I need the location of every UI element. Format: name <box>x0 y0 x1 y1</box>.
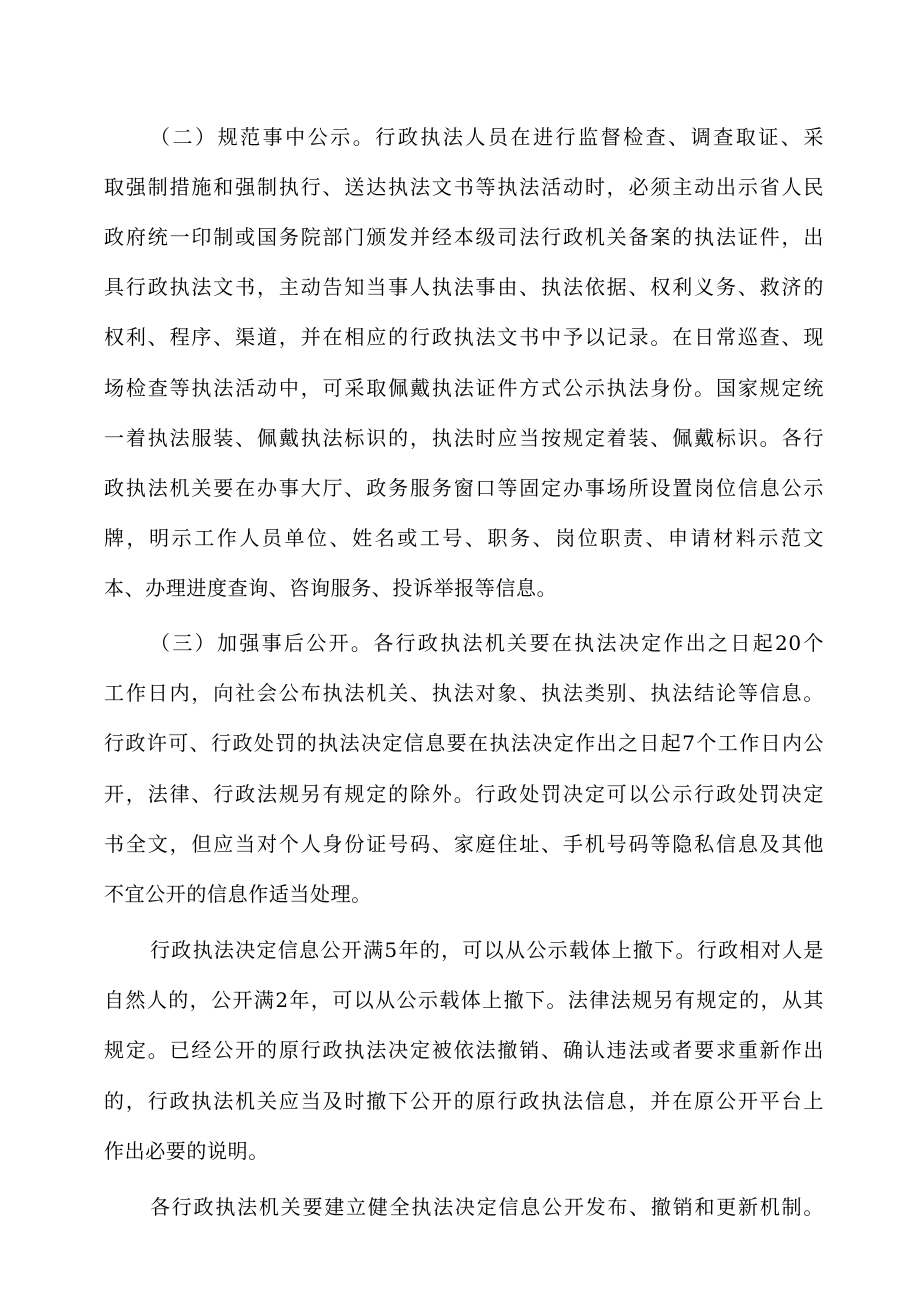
text-line: 行政许可、行政处罚的执法决定信息要在执法决定作出之日起7个工作日内公 <box>104 731 824 755</box>
text-line: 场检查等执法活动中，可采取佩戴执法证件方式公示执法身份。国家规定统 <box>104 376 824 400</box>
text-line: 规定。已经公开的原行政执法决定被依法撤销、确认违法或者要求重新作出 <box>104 1038 824 1062</box>
text-line: 本、办理进度查询、咨询服务、投诉举报等信息。 <box>104 576 558 600</box>
text-line: 书全文，但应当对个人身份证号码、家庭住址、手机号码等隐私信息及其他 <box>104 832 824 856</box>
text-line: 政执法机关要在办事大厅、政务服务窗口等固定办事场所设置岗位信息公示 <box>104 476 824 500</box>
text-line: 权利、程序、渠道，并在相应的行政执法文书中予以记录。在日常巡查、现 <box>104 325 824 349</box>
text-line: 开，法律、行政法规另有规定的除外。行政处罚决定可以公示行政处罚决定 <box>104 782 824 806</box>
text-line: 工作日内，向社会公布执法机关、执法对象、执法类别、执法结论等信息。 <box>104 681 824 705</box>
text-line: 自然人的，公开满2年，可以从公示载体上撤下。法律法规另有规定的，从其 <box>104 988 824 1012</box>
text-line: 各行政执法机关要建立健全执法决定信息公开发布、撤销和更新机制。 <box>150 1195 824 1219</box>
text-line: 一着执法服装、佩戴执法标识的，执法时应当按规定着装、佩戴标识。各行 <box>104 426 824 450</box>
text-line: （二）规范事中公示。行政执法人员在进行监督检查、调查取证、采 <box>150 125 824 149</box>
text-line: 行政执法决定信息公开满5年的，可以从公示载体上撤下。行政相对人是 <box>150 938 824 962</box>
text-line: 取强制措施和强制执行、送达执法文书等执法活动时，必须主动出示省人民 <box>104 175 824 199</box>
text-line: 的，行政执法机关应当及时撤下公开的原行政执法信息，并在原公开平台上 <box>104 1089 824 1113</box>
text-line: 具行政执法文书，主动告知当事人执法事由、执法依据、权利义务、救济的 <box>104 275 824 299</box>
text-line: 不宜公开的信息作适当处理。 <box>104 882 372 906</box>
text-line: 作出必要的说明。 <box>104 1139 269 1163</box>
text-line: 政府统一印制或国务院部门颁发并经本级司法行政机关备案的执法证件，出 <box>104 225 824 249</box>
text-line: （三）加强事后公开。各行政执法机关要在执法决定作出之日起20个 <box>150 631 824 655</box>
text-line: 牌，明示工作人员单位、姓名或工号、职务、岗位职责、申请材料示范文 <box>104 526 824 550</box>
